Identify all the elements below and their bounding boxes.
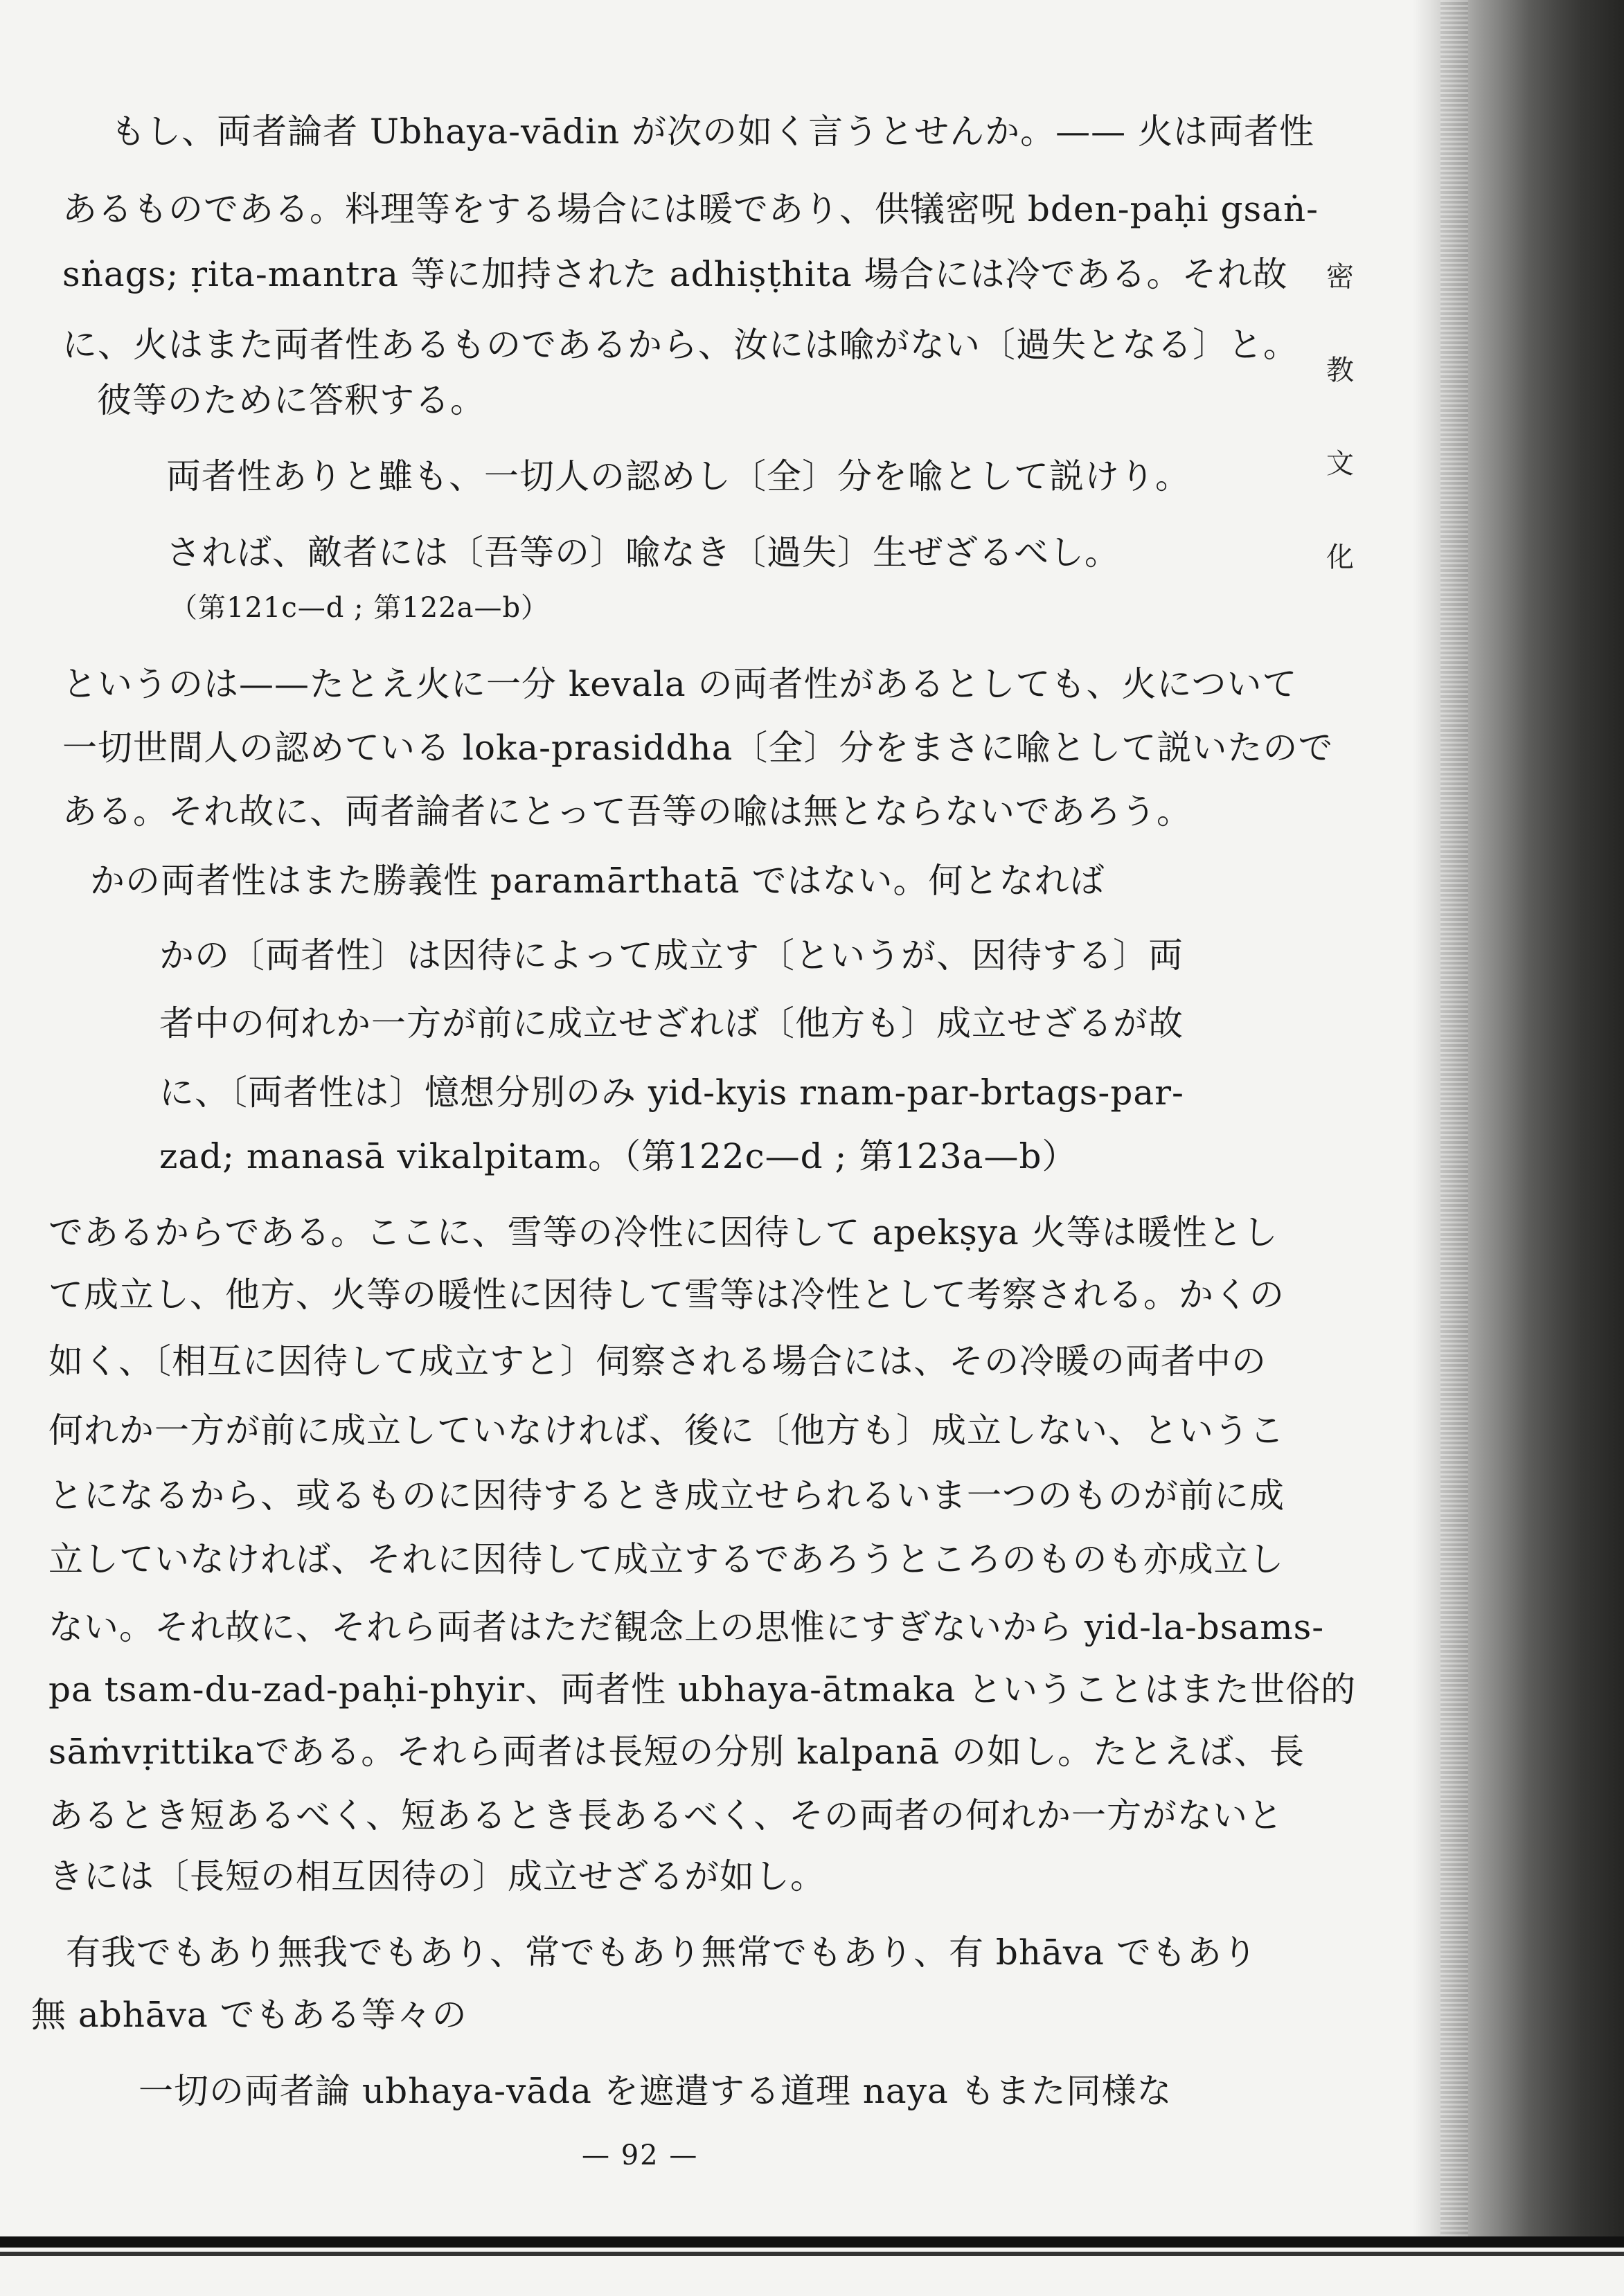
verse-line: 一切の両者論 ubhaya-vāda を遮遣する道理 naya もまた同様な — [139, 2071, 1172, 2111]
text-line: 有我でもあり無我でもあり、常でもあり無常でもあり、有 bhāva でもあり — [66, 1932, 1258, 1973]
text-line: 何れか一方が前に成立していなければ、後に〔他方も〕成立しない、というこ — [48, 1410, 1285, 1451]
verse-line: 者中の何れか一方が前に成立せざれば〔他方も〕成立せざるが故 — [159, 1003, 1184, 1043]
text-line: て成立し、他方、火等の暖性に因待して雪等は冷性として考察される。かくの — [48, 1275, 1285, 1315]
text-line: 無 abhāva でもある等々の — [31, 1995, 467, 2035]
page-number: — 92 — — [582, 2140, 699, 2171]
text-line: あるとき短あるべく、短あるとき長あるべく、その両者の何れか一方がないと — [48, 1795, 1283, 1836]
text-line: 立していなければ、それに因待して成立するであろうところのものも亦成立し — [48, 1539, 1285, 1579]
text-line: に、火はまた両者性あるものであるから、汝には喩がない〔過失となる〕と。 — [62, 325, 1299, 365]
verse-line: かの〔両者性〕は因待によって成立す〔というが、因待する〕両 — [159, 935, 1184, 976]
text-line: とになるから、或るものに因待するとき成立せられるいま一つのものが前に成 — [48, 1476, 1285, 1516]
verse-reference: （第121c—d ; 第122a—b） — [170, 592, 550, 624]
running-title — [1319, 263, 1361, 637]
running-title-char: 化 — [1326, 541, 1354, 573]
scan-gutter-streak — [1440, 0, 1468, 2236]
running-title-char: 文 — [1326, 448, 1354, 480]
text-line: 如く、〔相互に因待して成立すと〕伺察される場合には、その冷暖の両者中の — [48, 1341, 1267, 1381]
scan-bottom-edge — [0, 2236, 1624, 2248]
text-line: であるからである。ここに、雪等の冷性に因待して apekṣya 火等は暖性とし — [48, 1212, 1278, 1253]
text-line: pa tsam-du-zad-paḥi-phyir、両者性 ubhaya-ātmaka ということはまた世俗的 — [48, 1669, 1357, 1710]
text-line: sāṁvṛittikaである。それら両者は長短の分別 kalpanā の如し。たとえば、長 — [48, 1732, 1305, 1772]
scan-bottom-edge-shadow — [0, 2252, 1624, 2256]
text-line: sṅags; ṛita-mantra 等に加持された adhiṣṭhita 場合には冷である。それ故 — [62, 254, 1288, 294]
running-title-char: 密 — [1326, 261, 1354, 293]
text-line: ない。それ故に、それら両者はただ観念上の思惟にすぎないから yid-la-bsams- — [48, 1607, 1325, 1647]
text-line: 彼等のために答釈する。 — [97, 380, 485, 420]
text-line: というのは——たとえ火に一分 kevala の両者性があるとしても、火について — [62, 664, 1298, 704]
text-line: きには〔長短の相互因待の〕成立せざるが如し。 — [48, 1856, 826, 1896]
text-line: もし、両者論者 Ubhaya-vādin が次の如く言うとせんか。—— 火は両者性 — [111, 111, 1315, 152]
running-title-char: 教 — [1326, 355, 1354, 386]
verse-line: に、〔両者性は〕憶想分別のみ yid-kyis rnam-par-brtags-par- — [159, 1073, 1184, 1113]
text-line: あるものである。料理等をする場合には暖であり、供犠密呪 bden-paḥi gsaṅ- — [62, 189, 1319, 229]
verse-line: されば、敵者には〔吾等の〕喩なき〔過失〕生ぜざるべし。 — [166, 532, 1120, 573]
text-line: かの両者性はまた勝義性 paramārthatā ではない。何となれば — [90, 861, 1105, 901]
text-line: ある。それ故に、両者論者にとって吾等の喩は無とならないであろう。 — [62, 791, 1192, 832]
verse-line: zad; manasā vikalpitam。（第122c—d ; 第123a—b） — [159, 1136, 1078, 1176]
verse-line: 両者性ありと雖も、一切人の認めし〔全〕分を喩として説けり。 — [166, 456, 1190, 496]
text-line: 一切世間人の認めている loka-prasiddha〔全〕分をまさに喩として説いたので — [62, 728, 1334, 768]
